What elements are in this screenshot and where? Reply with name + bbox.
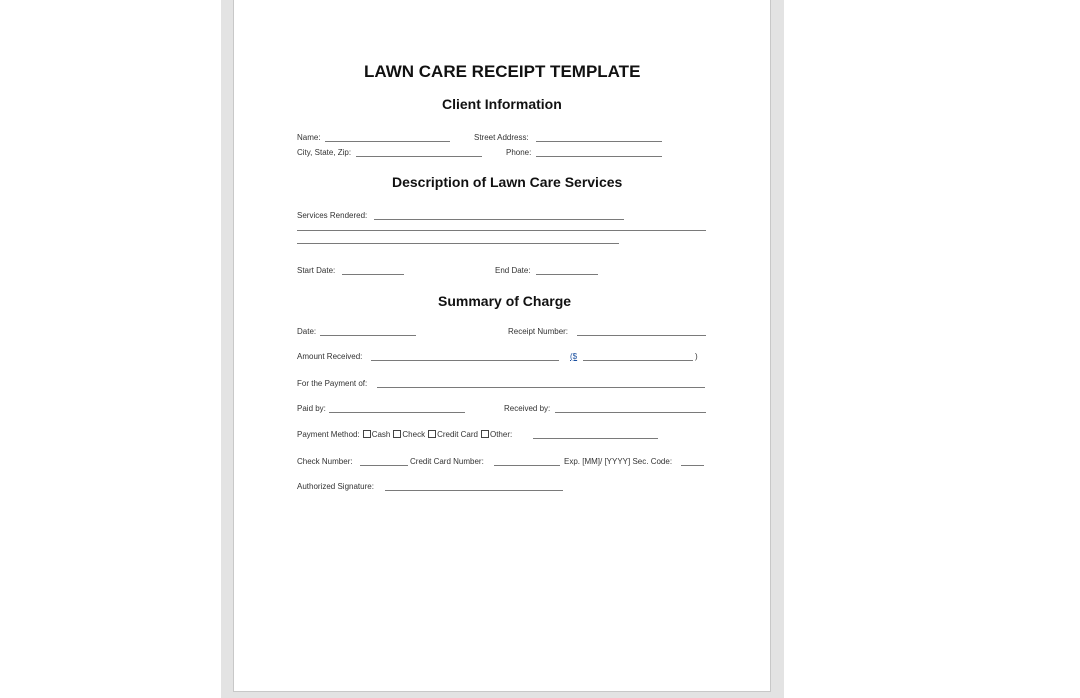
services-rendered-field[interactable] — [374, 219, 624, 220]
other-checkbox[interactable] — [481, 430, 489, 438]
amount-bracket-close: ) — [695, 352, 698, 361]
credit-card-checkbox[interactable] — [428, 430, 436, 438]
credit-card-option-label: Credit Card — [437, 430, 478, 439]
authorized-signature-field[interactable] — [385, 490, 563, 491]
start-date-field[interactable] — [342, 274, 404, 275]
check-checkbox[interactable] — [393, 430, 401, 438]
services-rendered-line-2[interactable] — [297, 230, 706, 231]
end-date-label: End Date: — [495, 266, 531, 275]
date-label: Date: — [297, 327, 317, 336]
cash-checkbox[interactable] — [363, 430, 371, 438]
check-option-label: Check — [402, 430, 426, 439]
phone-label: Phone: — [506, 148, 532, 157]
document-title: LAWN CARE RECEIPT TEMPLATE — [364, 62, 641, 81]
date-field[interactable] — [320, 335, 416, 336]
document-page — [233, 0, 771, 692]
other-option-label: Other: — [489, 430, 513, 439]
name-label: Name: — [297, 133, 321, 142]
paid-by-label: Paid by: — [297, 404, 326, 413]
amount-bracket-open: ($ — [570, 352, 578, 361]
amount-numeric-field[interactable] — [583, 360, 693, 361]
services-rendered-line-3[interactable] — [297, 243, 619, 244]
city-state-zip-label: City, State, Zip: — [297, 148, 352, 157]
received-by-label: Received by: — [504, 404, 551, 413]
other-payment-field[interactable] — [533, 438, 658, 439]
street-address-field[interactable] — [536, 141, 662, 142]
amount-received-label: Amount Received: — [297, 352, 363, 361]
city-state-zip-field[interactable] — [356, 156, 482, 157]
end-date-field[interactable] — [536, 274, 598, 275]
receipt-number-label: Receipt Number: — [508, 327, 569, 336]
payment-method-row — [297, 430, 512, 440]
services-rendered-label: Services Rendered: — [297, 211, 368, 220]
payment-method-label: Payment Method: — [297, 430, 360, 439]
exp-sec-code-label: Exp. [MM]/ [YYYY] Sec. Code: — [564, 457, 673, 466]
name-field[interactable] — [325, 141, 450, 142]
for-payment-of-field[interactable] — [377, 387, 705, 388]
check-number-field[interactable] — [360, 465, 408, 466]
paid-by-field[interactable] — [329, 412, 465, 413]
cash-option-label: Cash — [371, 430, 391, 439]
credit-card-number-field[interactable] — [494, 465, 560, 466]
for-payment-of-label: For the Payment of: — [297, 379, 368, 388]
credit-card-number-label: Credit Card Number: — [410, 457, 484, 466]
receipt-number-field[interactable] — [577, 335, 706, 336]
section-heading-client: Client Information — [442, 96, 562, 112]
check-number-label: Check Number: — [297, 457, 353, 466]
amount-received-field[interactable] — [371, 360, 559, 361]
street-address-label: Street Address: — [474, 133, 529, 142]
start-date-label: Start Date: — [297, 266, 336, 275]
phone-field[interactable] — [536, 156, 662, 157]
section-heading-services: Description of Lawn Care Services — [392, 174, 623, 190]
received-by-field[interactable] — [555, 412, 706, 413]
sec-code-field[interactable] — [681, 465, 704, 466]
section-heading-charge: Summary of Charge — [438, 293, 572, 309]
authorized-signature-label: Authorized Signature: — [297, 482, 374, 491]
